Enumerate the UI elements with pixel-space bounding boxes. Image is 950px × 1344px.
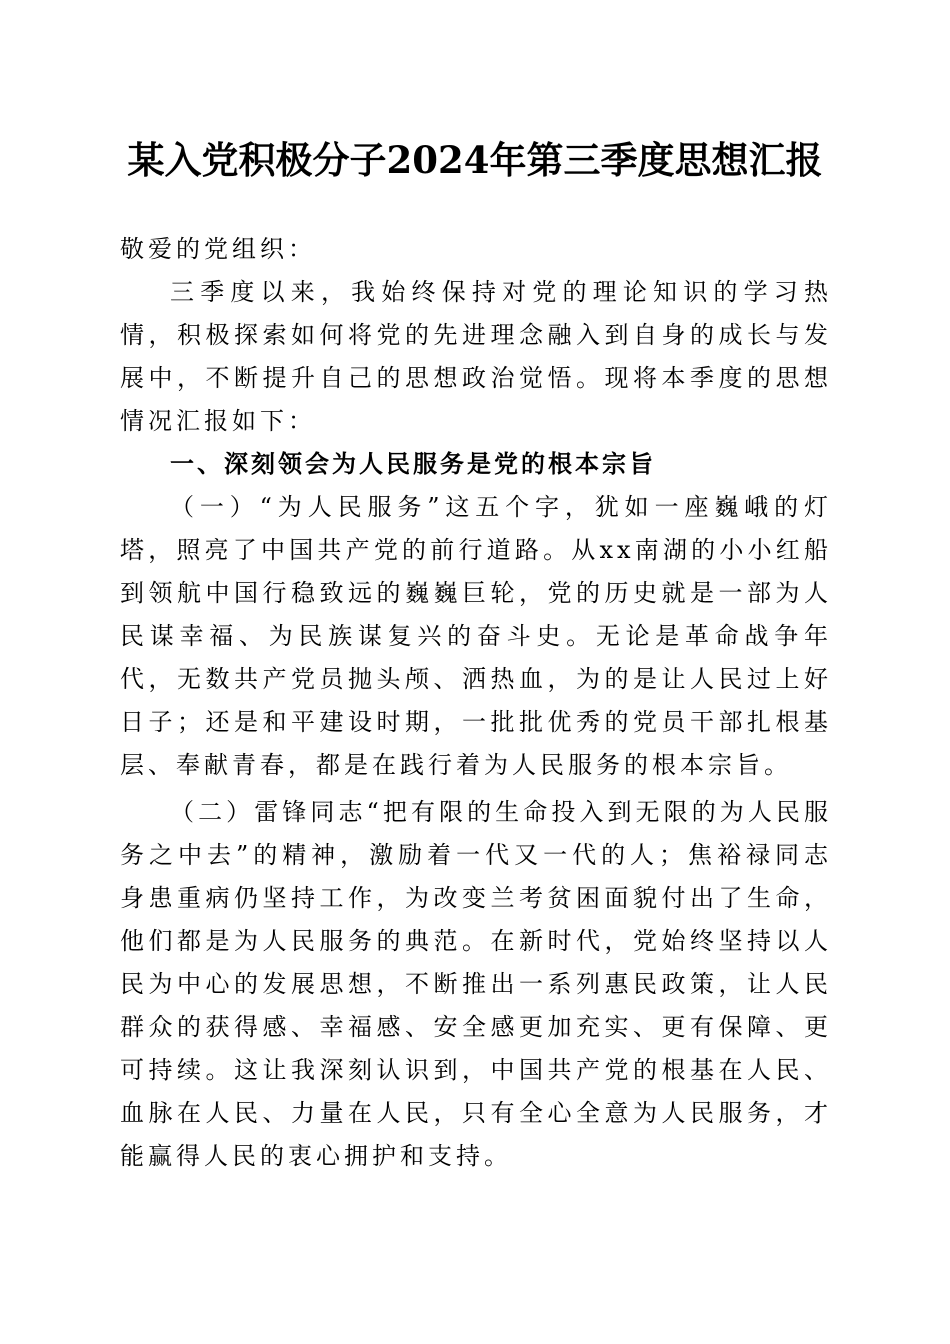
salutation: 敬爱的党组织： [120,235,316,263]
section-paragraph-1: （一）“为人民服务”这五个字，犹如一座巍峨的灯塔，照亮了中国共产党的前行道路。从xx南湖的小小红船到领航中国行稳致远的巍巍巨轮，党的历史就是一部为人民谋幸福、为民族谋复兴的奋斗史。无论是革命战争年代，无数共产党员抛头颅、洒热血，为的是让人民过上好日子；还是和平建设时期，一批批优秀的党员干部扎根基层、奉献青春，都是在践行着为人民服务的根本宗旨。 [120,493,832,779]
document-body [120,228,832,1178]
section-paragraph-2: （二）雷锋同志“把有限的生命投入到无限的为人民服务之中去”的精神，激励着一代又一代的人；焦裕禄同志身患重病仍坚持工作，为改变兰考贫困面貌付出了生命，他们都是为人民服务的典范。在新时代，党始终坚持以人民为中心的发展思想，不断推出一系列惠民政策，让人民群众的获得感、幸福感、安全感更加充实、更有保障、更可持续。这让我深刻认识到，中国共产党的根基在人民、血脉在人民、力量在人民，只有全心全意为人民服务，才能赢得人民的衷心拥护和支持。 [120,798,832,1170]
section-heading: 一、深刻领会为人民服务是党的根本宗旨 [170,450,656,478]
intro-paragraph: 三季度以来，我始终保持对党的理论知识的学习热情，积极探索如何将党的先进理念融入到自身的成长与发展中，不断提升自己的思想政治觉悟。现将本季度的思想情况汇报如下： [120,278,832,435]
document-title: 某入党积极分子2024年第三季度思想汇报 [127,138,823,182]
